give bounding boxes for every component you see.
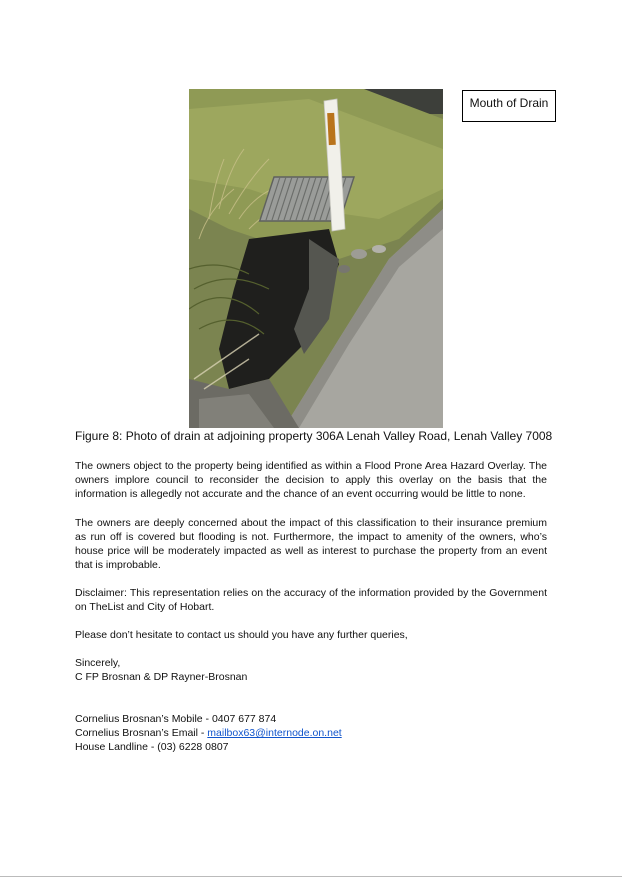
page-bottom-divider [0, 876, 622, 877]
figure-caption: Figure 8: Photo of drain at adjoining property 306A Lenah Valley Road, Lenah Valley 7008 [75, 429, 553, 443]
contact-landline: House Landline - (03) 6228 0807 [75, 741, 229, 753]
contact-mobile: Cornelius Brosnan’s Mobile - 0407 677 874 [75, 713, 277, 725]
drain-photo [189, 89, 443, 428]
closing: Sincerely, [75, 657, 121, 669]
contact-email-label: Cornelius Brosnan’s Email - [75, 727, 208, 739]
paragraph-disclaimer: Disclaimer: This representation relies on the accuracy of the information provided by the Government on TheList and City of Hobart. [75, 587, 547, 613]
paragraph-concerns: The owners are deeply concerned about the impact of this classification to their insurance premium as run off is covered but flooding is not. Furthermore, the impact to amenity of the owners, who’s house price will be moderately impacted as well as interest to purchase the property from an event that is improbable. [75, 517, 547, 571]
mouth-of-drain-label: Mouth of Drain [462, 90, 556, 122]
drain-photo-illustration [189, 89, 443, 428]
contact-email-line [75, 726, 555, 740]
paragraph-objection: The owners object to the property being identified as within a Flood Prone Area Hazard Overlay. The owners implore council to reconsider the decision to apply this overlay on the basis that the information is allegedly not accurate and the chance of an event occurring would be little to none. [75, 460, 547, 500]
email-link[interactable]: mailbox63@internode.on.net [207, 727, 342, 739]
paragraph-contact-request: Please don’t hesitate to contact us should you have any further queries, [75, 629, 408, 641]
signatories: C FP Brosnan & DP Rayner-Brosnan [75, 671, 248, 683]
